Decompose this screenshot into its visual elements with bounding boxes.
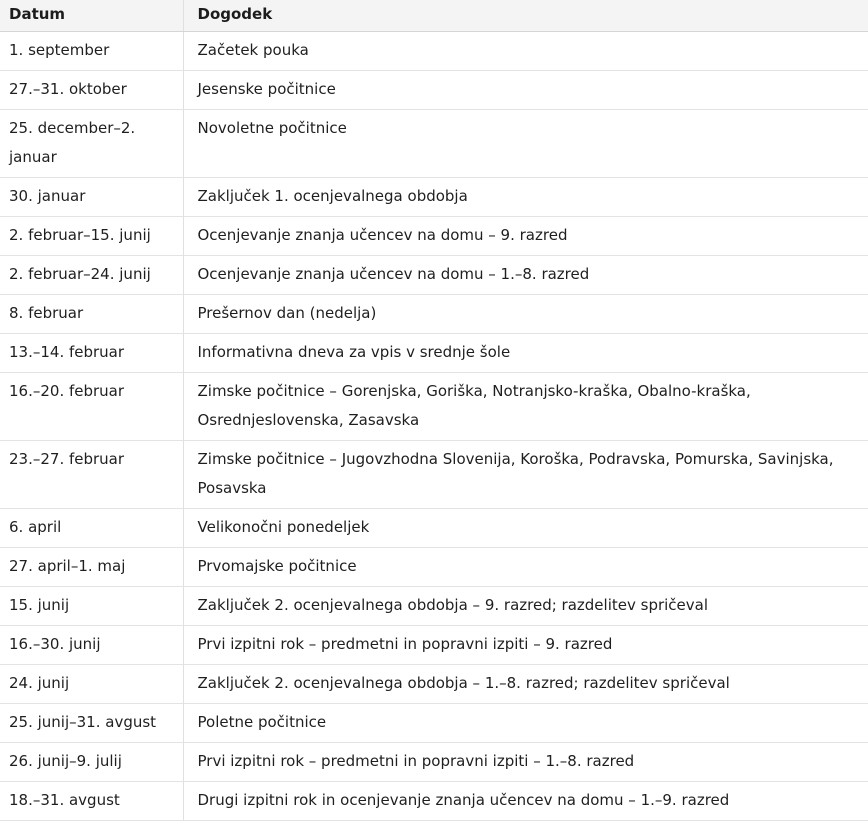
date-cell: 26. junij–9. julij xyxy=(0,743,183,782)
table-row xyxy=(0,256,868,295)
table-row xyxy=(0,665,868,704)
event-cell: Informativna dneva za vpis v srednje šole xyxy=(183,334,868,373)
event-cell: Poletne počitnice xyxy=(183,704,868,743)
table-row xyxy=(0,509,868,548)
date-cell: 13.–14. februar xyxy=(0,334,183,373)
table-row xyxy=(0,626,868,665)
table-row xyxy=(0,704,868,743)
event-cell: Ocenjevanje znanja učencev na domu – 1.–8. razred xyxy=(183,256,868,295)
date-cell: 16.–20. februar xyxy=(0,373,183,441)
date-cell: 25. december–2. januar xyxy=(0,110,183,178)
table-row xyxy=(0,334,868,373)
table-row xyxy=(0,441,868,509)
event-cell: Zaključek 2. ocenjevalnega obdobja – 9. razred; razdelitev spričeval xyxy=(183,587,868,626)
event-cell: Zimske počitnice – Gorenjska, Goriška, Notranjsko-kraška, Obalno-kraška, Osrednjeslovenska, Zasavska xyxy=(183,373,868,441)
event-cell: Zimske počitnice – Jugovzhodna Slovenija, Koroška, Podravska, Pomurska, Savinjska, Posavska xyxy=(183,441,868,509)
event-cell: Velikonočni ponedeljek xyxy=(183,509,868,548)
table-row xyxy=(0,548,868,587)
date-cell: 27.–31. oktober xyxy=(0,71,183,110)
table-row xyxy=(0,217,868,256)
table-row xyxy=(0,110,868,178)
table-row xyxy=(0,295,868,334)
event-cell: Prešernov dan (nedelja) xyxy=(183,295,868,334)
event-cell: Prvi izpitni rok – predmetni in popravni izpiti – 9. razred xyxy=(183,626,868,665)
date-cell: 30. januar xyxy=(0,178,183,217)
table-row xyxy=(0,587,868,626)
date-cell: 6. april xyxy=(0,509,183,548)
date-cell: 2. februar–15. junij xyxy=(0,217,183,256)
event-cell: Novoletne počitnice xyxy=(183,110,868,178)
event-cell: Zaključek 1. ocenjevalnega obdobja xyxy=(183,178,868,217)
event-cell: Jesenske počitnice xyxy=(183,71,868,110)
event-cell: Drugi izpitni rok in ocenjevanje znanja učencev na domu – 1.–9. razred xyxy=(183,782,868,821)
date-cell: 24. junij xyxy=(0,665,183,704)
date-cell: 25. junij–31. avgust xyxy=(0,704,183,743)
table-row xyxy=(0,71,868,110)
header-datum: Datum xyxy=(0,0,183,32)
table-header-row xyxy=(0,0,868,32)
date-cell: 23.–27. februar xyxy=(0,441,183,509)
table-row xyxy=(0,32,868,71)
table-row xyxy=(0,373,868,441)
event-cell: Ocenjevanje znanja učencev na domu – 9. razred xyxy=(183,217,868,256)
date-cell: 27. april–1. maj xyxy=(0,548,183,587)
date-cell: 16.–30. junij xyxy=(0,626,183,665)
event-cell: Prvomajske počitnice xyxy=(183,548,868,587)
header-dogodek: Dogodek xyxy=(183,0,868,32)
event-cell: Začetek pouka xyxy=(183,32,868,71)
table-row xyxy=(0,782,868,821)
date-cell: 8. februar xyxy=(0,295,183,334)
event-cell: Zaključek 2. ocenjevalnega obdobja – 1.–8. razred; razdelitev spričeval xyxy=(183,665,868,704)
event-cell: Prvi izpitni rok – predmetni in popravni izpiti – 1.–8. razred xyxy=(183,743,868,782)
date-cell: 18.–31. avgust xyxy=(0,782,183,821)
date-cell: 2. februar–24. junij xyxy=(0,256,183,295)
date-cell: 1. september xyxy=(0,32,183,71)
date-cell: 15. junij xyxy=(0,587,183,626)
table-row xyxy=(0,178,868,217)
table-row xyxy=(0,743,868,782)
